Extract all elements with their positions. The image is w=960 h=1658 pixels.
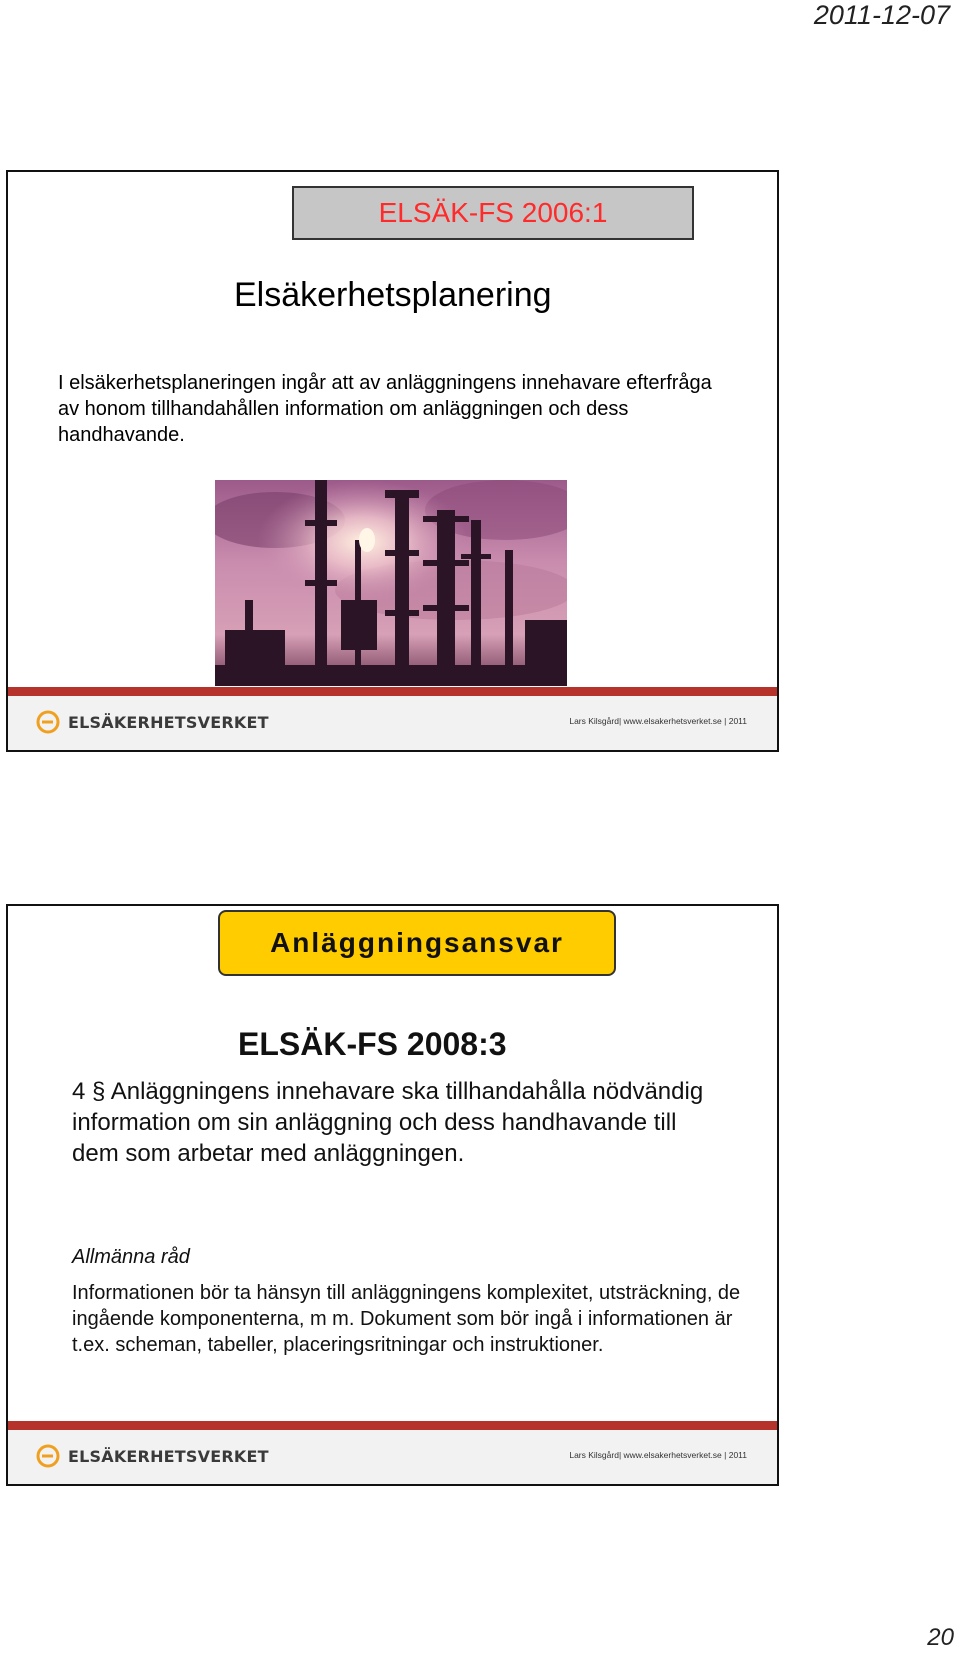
- footer-meta: Lars Kilsgård| www.elsakerhetsverket.se | 2011: [569, 716, 747, 726]
- slide2-title: ELSÄK-FS 2008:3: [238, 1026, 507, 1062]
- slide-2: [6, 904, 779, 1486]
- elsakerhetsverket-logo-icon: [36, 710, 60, 734]
- slide1-header-box: ELSÄK-FS 2006:1: [292, 186, 694, 240]
- advice-text: Informationen bör ta hänsyn till anläggningens komplexitet, utsträckning, de ingående komponenterna, m m. Dokument som bör ingå i informationen är t.ex. scheman, tabeller, placeringsritningar och instruktioner.: [72, 1282, 741, 1356]
- slide1-title: Elsäkerhetsplanering: [234, 276, 552, 314]
- slide1-footer: [8, 687, 777, 750]
- page-date: 2011-12-07: [813, 0, 950, 30]
- footer-logo: [36, 1442, 269, 1470]
- slide-1: [6, 170, 779, 752]
- slide2-body: 4 § Anläggningens innehavare ska tillhandahålla nödvändig information om sin anläggning och dess handhavande till dem som arbetar med anläggningen.: [72, 1078, 704, 1167]
- advice-label: Allmänna råd: [72, 1246, 190, 1268]
- page-number: 20: [927, 1624, 954, 1651]
- slide1-body: I elsäkerhetsplaneringen ingår att av anläggningens innehavare efterfråga av honom tillhandahållen information om anläggningen och dess handhavande.: [58, 372, 712, 446]
- refinery-photo: [215, 480, 567, 686]
- logo-text: ELSÄKERHETSVERKET: [68, 712, 269, 732]
- logo-text: ELSÄKERHETSVERKET: [68, 1446, 269, 1466]
- elsakerhetsverket-logo-icon: [36, 1444, 60, 1468]
- footer-meta: Lars Kilsgård| www.elsakerhetsverket.se | 2011: [569, 1450, 747, 1460]
- footer-logo: [36, 708, 269, 736]
- slide2-header-box: Anläggningsansvar: [218, 910, 616, 976]
- slide2-footer: [8, 1421, 777, 1484]
